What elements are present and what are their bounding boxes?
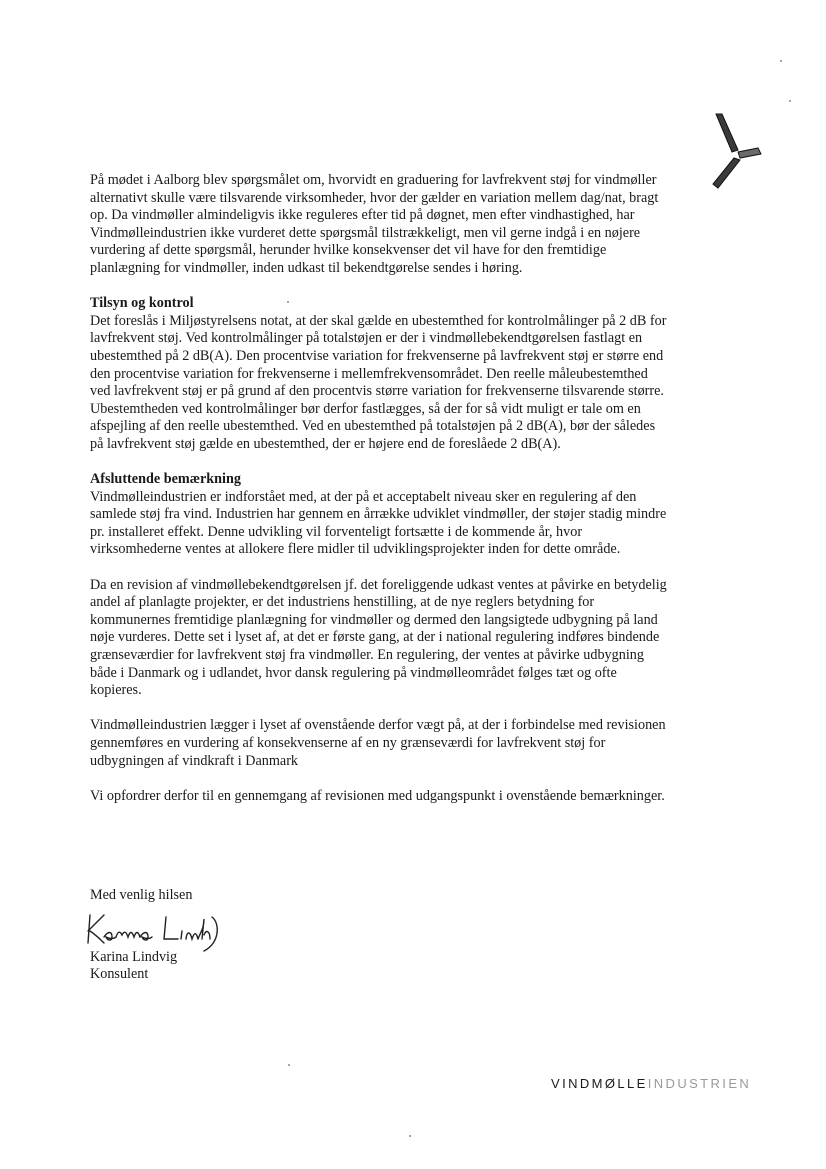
brand-wordmark-secondary: INDUSTRIEN [647,1076,752,1091]
letter-body [90,172,668,805]
scan-speck [409,1135,411,1137]
signer-title: Konsulent [90,966,149,983]
wind-turbine-logo-icon [708,112,764,196]
handwritten-signature [86,909,226,953]
paragraph-tilsyn: Det foreslås i Miljøstyrelsens notat, at der skal gælde en ubestemthed for kontrolmålinger på 2 dB for lavfrekvent støj. Ved kontrolmålinger på totalstøjen er der i vindmøllebekendtgørelsen fastlagt en ubestemthed på 2 dB(A). Den procentvise variation for frekvenserne på lavfrekvent støj er større end den procentvise variation for frekvenserne i mellemfrekvensområdet. Den reelle måleubestemthed ved lavfrekvent støj er på grund af den procentvis større variation for frekvenserne tilsvarende større. Ubestemtheden ved kontrolmålinger bør derfor fastlægges, så der for så vidt muligt er tale om en afspejling af den reelle ubestemthed. Ved en ubestemthed på totalstøjen på 2 dB(A), bør der således på lavfrekvent støj gælde en ubestemthed, der er højere end de foreslåede 2 dB(A). [90,312,667,452]
scan-speck [789,100,791,102]
paragraph-revision-impact: Da en revision af vindmøllebekendtgørelsen jf. det foreliggende udkast ventes at påvirke en betydelig andel af planlagte projekter, er det industriens henstilling, at de nye reglers betydning for kommunernes fremtidige planlægning for vindmøller og dermed den langsigtede udbygning på land nøje vurderes. Dette set i lyset af, at det er første gang, at der i national regulering indføres bindende grænseværdier for lavfrekvent støj fra vindmøller. En regulering, der ventes at påvirke udbygning både i Danmark og i udlandet, hvor dansk regulering på vindmølleområdet følges tæt og ofte kopieres. [90,576,667,699]
paragraph-review-request: Vi opfordrer derfor til en gennemgang af revisionen med udgangspunkt i ovenstående bemærkninger. [90,787,665,804]
paragraph-consequence-assessment: Vindmølleindustrien lægger i lyset af ovenstående derfor vægt på, at der i forbindelse med revisionen gennemføres en vurdering af konsekvenserne af en ny grænseværdi for lavfrekvent støj for udbygningen af vindkraft i Danmark [90,717,666,769]
heading-afsluttende-bemaerkning: Afsluttende bemærkning [90,471,241,488]
closing-greeting: Med venlig hilsen [90,887,193,903]
signer-name: Karina Lindvig [90,948,178,965]
footer-brand-logo [551,1076,751,1091]
scan-speck [288,1064,290,1066]
heading-tilsyn-og-kontrol: Tilsyn og kontrol [90,295,194,312]
brand-wordmark-primary: VINDMØLLE [551,1076,648,1091]
signoff-block [90,887,226,984]
paragraph-industry-agreement: Vindmølleindustrien er indforstået med, at der på et acceptabelt niveau sker en regulering af den samlede støj fra vind. Industrien har gennem en årrække udviklet vindmøller, der støjer stadig mindre pr. installeret effekt. Denne udvikling vil forventeligt fortsætte i de kommende år, hvor virksomhederne ventes at allokere flere midler til udviklingsprojekter inden for dette område. [90,488,667,558]
scan-speck [780,60,782,62]
paragraph-aalborg-meeting: På mødet i Aalborg blev spørgsmålet om, hvorvidt en graduering for lavfrekvent støj for vindmøller alternativt skulle være tilsvarende virksomheder, hvor der gælder en variation mellem dag/nat, bragt op. Da vindmøller almindeligvis ikke reguleres efter tid på døgnet, men efter vindhastighed, har Vindmølleindustrien ikke vurderet dette spørgsmål tilstrækkeligt, men vil gerne indgå i en nøjere vurdering af dette spørgsmål, herunder hvilke konsekvenser det vil have for den fremtidige planlægning for vindmøller, inden udkast til bekendtgørelse sendes i høring. [90,172,659,276]
